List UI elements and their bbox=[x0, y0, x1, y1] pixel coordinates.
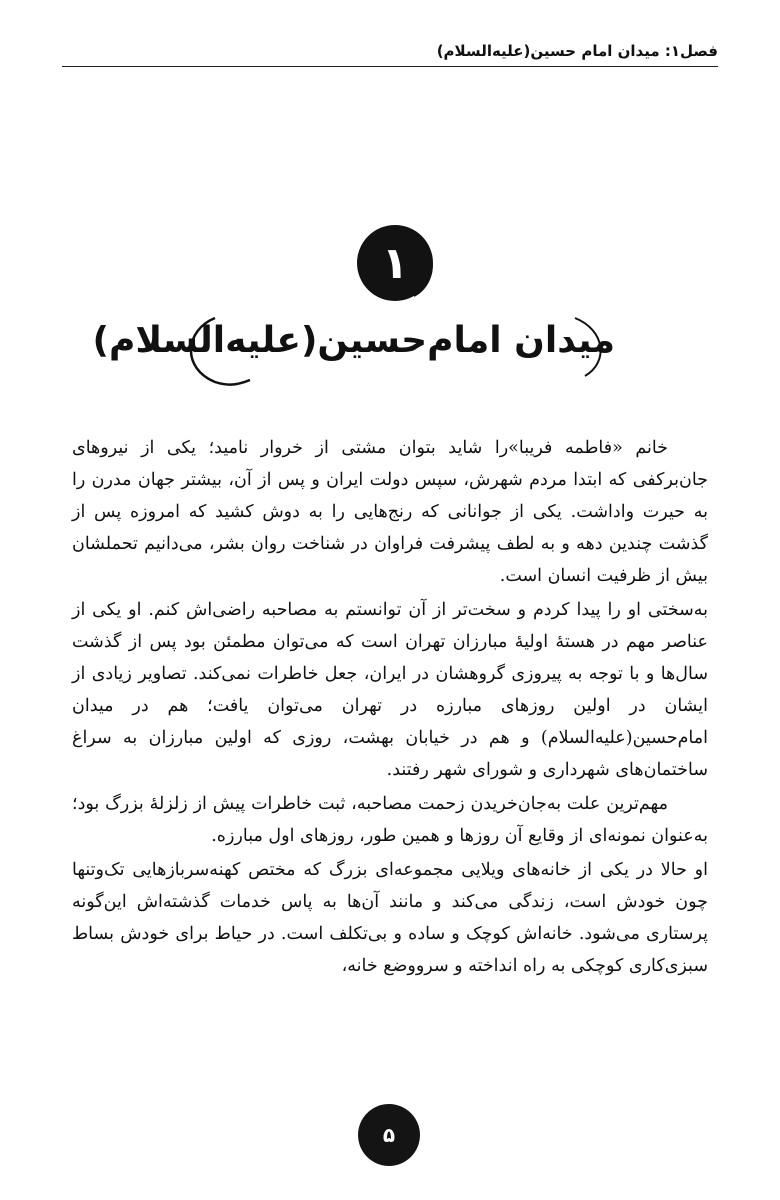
page-number: ۵ bbox=[358, 1104, 420, 1166]
paragraph: خانم «فاطمه فریبا»را شاید بتوان مشتی از خروار نامید؛ یکی از نیروهای جان‌برکفی که ابتدا مردم شهرش، سپس دولت ایران و پس از آن، بیشتر جهان مدرن را به حیرت واداشت. یکی از جوانانی که رنج‌هایی را به دوش کشید که امروزه پس از گذشت چندین دهه و به لطف پیشرفت فراوان در شناخت روان بشر، می‌دانیم تحملشان بیش از ظرفیت انسان است. bbox=[72, 438, 708, 586]
paragraph: به‌سختی او را پیدا کردم و سخت‌تر از آن توانستم به مصاحبه راضی‌اش کنم. او یکی از عناصر مهم در هستهٔ اولیهٔ مبارزان تهران است که می‌توان مطمئن بود پس از گذشت سال‌ها و با توجه به پیروزی گروهشان در ایران، جعل خاطرات نمی‌کند. تصاویر زیادی از ایشان در اولین روزهای مبارزه در تهران می‌توان یافت؛ هم در میدان امام‌حسین(علیه‌السلام) و هم در خیابان بهشت، روزی که اولین مبارزان به سراغ ساختمان‌های شهرداری و شورای شهر رفتند. bbox=[72, 600, 708, 780]
body-text bbox=[72, 432, 708, 982]
paragraph: مهم‌ترین علت به‌جان‌خریدن زحمت مصاحبه، ثبت خاطرات پیش از زلزلهٔ بزرگ بود؛ به‌عنوان نمونه‌ای از وقایع آن روزها و همین طور، روزهای اول مبارزه. bbox=[72, 794, 708, 846]
chapter-title-block bbox=[92, 310, 615, 390]
paragraph: او حالا در یکی از خانه‌های ویلایی مجموعه‌ای بزرگ که مختص کهنه‌سربازهایی تک‌وتنها چون خودش است، زندگی می‌کند و مانند آن‌ها به پاس خدمات گذشته‌اش این‌گونه پرستاری می‌شود. خانه‌اش کوچک و ساده و بی‌تکلف است. در حیاط برای خودش بساط سبزی‌کاری کوچکی به راه انداخته و سرووضع خانه، bbox=[72, 860, 708, 976]
chapter-number-badge: ۱ bbox=[358, 226, 432, 300]
running-header: فصل۱: میدان امام حسین(علیه‌السلام) bbox=[62, 42, 718, 67]
chapter-title: میدان امام‌حسین(علیه‌السلام) bbox=[92, 320, 615, 361]
